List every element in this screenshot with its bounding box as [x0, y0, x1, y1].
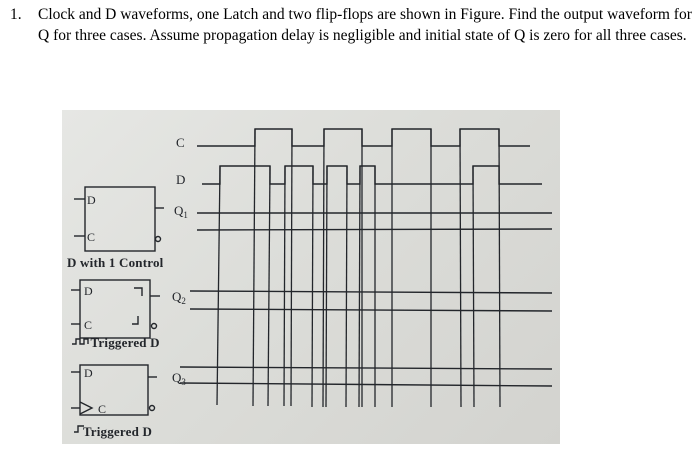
ff2-input-c: C	[84, 318, 93, 332]
ff3-input-c: C	[98, 402, 107, 416]
question-number: 1.	[10, 6, 22, 23]
signal-d-label: D	[176, 172, 186, 187]
latch-input-d: D	[87, 193, 96, 207]
latch-output-q1: $Q_1$	[174, 203, 188, 220]
ff3-caption: Triggered D	[82, 424, 153, 439]
q2-rail-lower	[190, 309, 552, 311]
ff2-input-d: D	[84, 284, 93, 298]
q3-rail-lower	[180, 383, 552, 386]
data-waveform	[202, 166, 542, 184]
latch-caption: D with 1 Control	[67, 255, 164, 270]
ff2-caption: Triggered D	[90, 335, 160, 350]
figure-drawing	[62, 110, 560, 444]
ff3-output-q3: $Q_3$	[172, 370, 186, 387]
question-text: Clock and D waveforms, one Latch and two flip-flops are shown in Figure. Find the output waveform for Q for three cases. Assume propagation delay is negligible and initial state of Q is zero for all three cases.	[38, 6, 692, 44]
q2-rail	[190, 291, 552, 293]
q3-rail	[180, 367, 552, 369]
clock-waveform	[197, 129, 530, 146]
ff3-input-d: D	[84, 366, 93, 380]
latch-input-c: C	[87, 230, 96, 244]
figure-photo	[62, 110, 560, 444]
guide-lines	[217, 129, 500, 407]
signal-c-label: C	[176, 135, 185, 150]
ff2-output-q2: $Q_2$	[172, 289, 186, 306]
